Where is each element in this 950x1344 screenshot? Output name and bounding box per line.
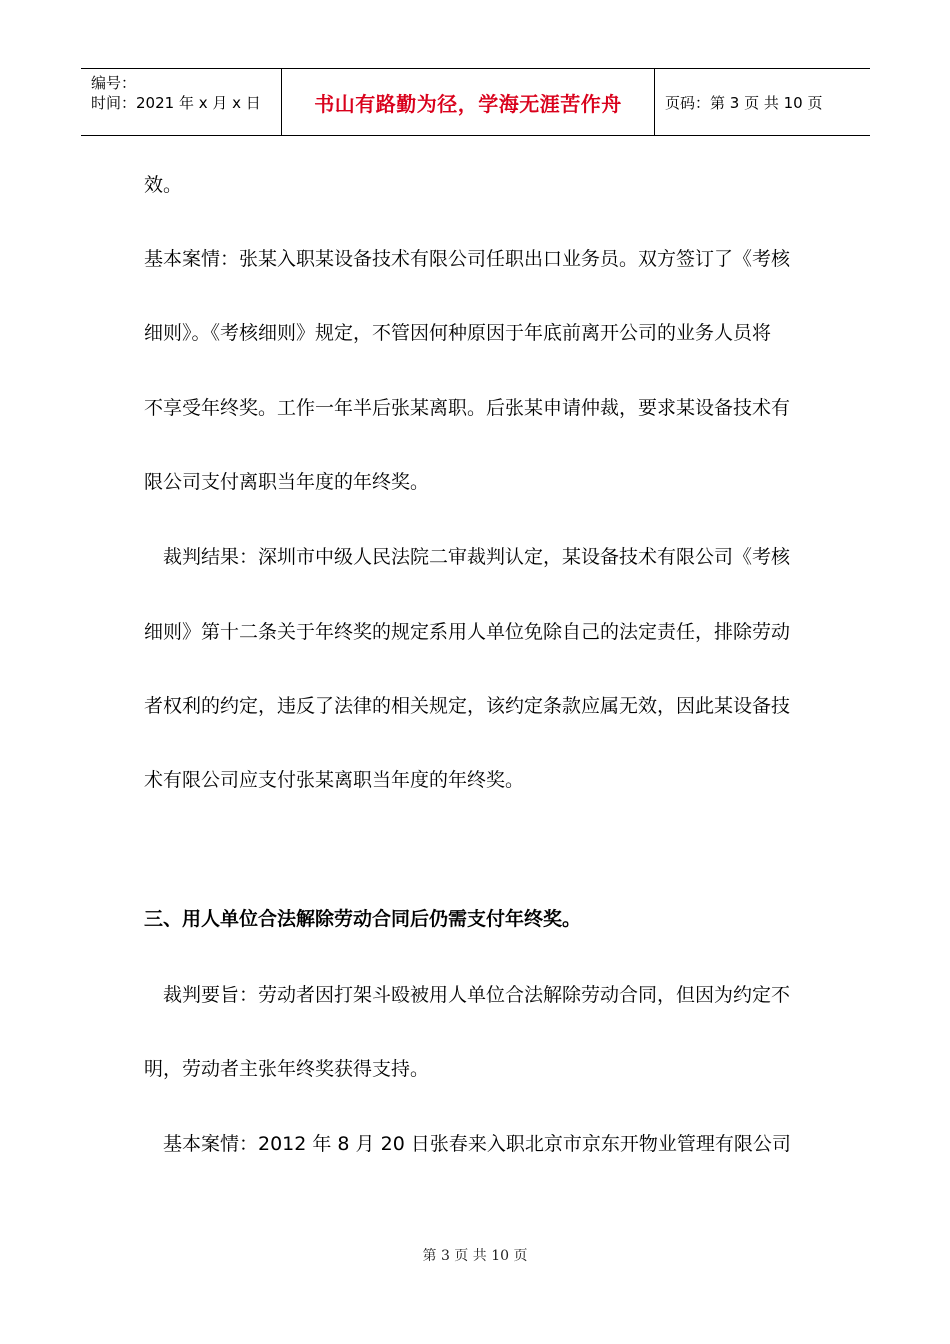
body-line-8: 者权利的约定，违反了法律的相关规定，该约定条款应属无效，因此某设备技 [144, 695, 791, 717]
header-time-label: 时间：2021 年 x 月 x 日 [91, 94, 261, 112]
body-line-1: 效。 [144, 174, 183, 196]
body-line-3: 细则》。《考核细则》规定，不管因何种原因于年底前离开公司的业务人员将 [144, 322, 772, 344]
body-line-9: 术有限公司应支付张某离职当年度的年终奖。 [144, 769, 525, 791]
body-line-7: 细则》第十二条关于年终奖的规定系用人单位免除自己的法定责任，排除劳动 [144, 621, 791, 643]
body-line-13: 基本案情：2012 年 8 月 20 日张春来入职北京市京东开物业管理有限公司 [144, 1133, 791, 1155]
body-line-6: 裁判结果：深圳市中级人民法院二审裁判认定，某设备技术有限公司《考核 [144, 546, 791, 568]
page-footer: 第 3 页 共 10 页 [422, 1248, 528, 1264]
body-line-4: 不享受年终奖。工作一年半后张某离职。后张某申请仲裁，要求某设备技术有 [144, 397, 791, 419]
section-heading: 三、用人单位合法解除劳动合同后仍需支付年终奖。 [144, 908, 582, 930]
page-header [81, 68, 870, 136]
body-line-5: 限公司支付离职当年度的年终奖。 [144, 471, 430, 493]
header-motto: 书山有路勤为径，学海无涯苦作舟 [282, 69, 655, 135]
header-number-label: 编号： [91, 74, 137, 92]
body-line-11: 裁判要旨：劳动者因打架斗殴被用人单位合法解除劳动合同，但因为约定不 [144, 984, 791, 1006]
body-line-2: 基本案情：张某入职某设备技术有限公司任职出口业务员。双方签订了《考核 [144, 248, 791, 270]
header-page-info: 页码：第 3 页 共 10 页 [665, 93, 823, 112]
header-meta-cell [81, 69, 282, 135]
body-line-12: 明，劳动者主张年终奖获得支持。 [144, 1058, 430, 1080]
